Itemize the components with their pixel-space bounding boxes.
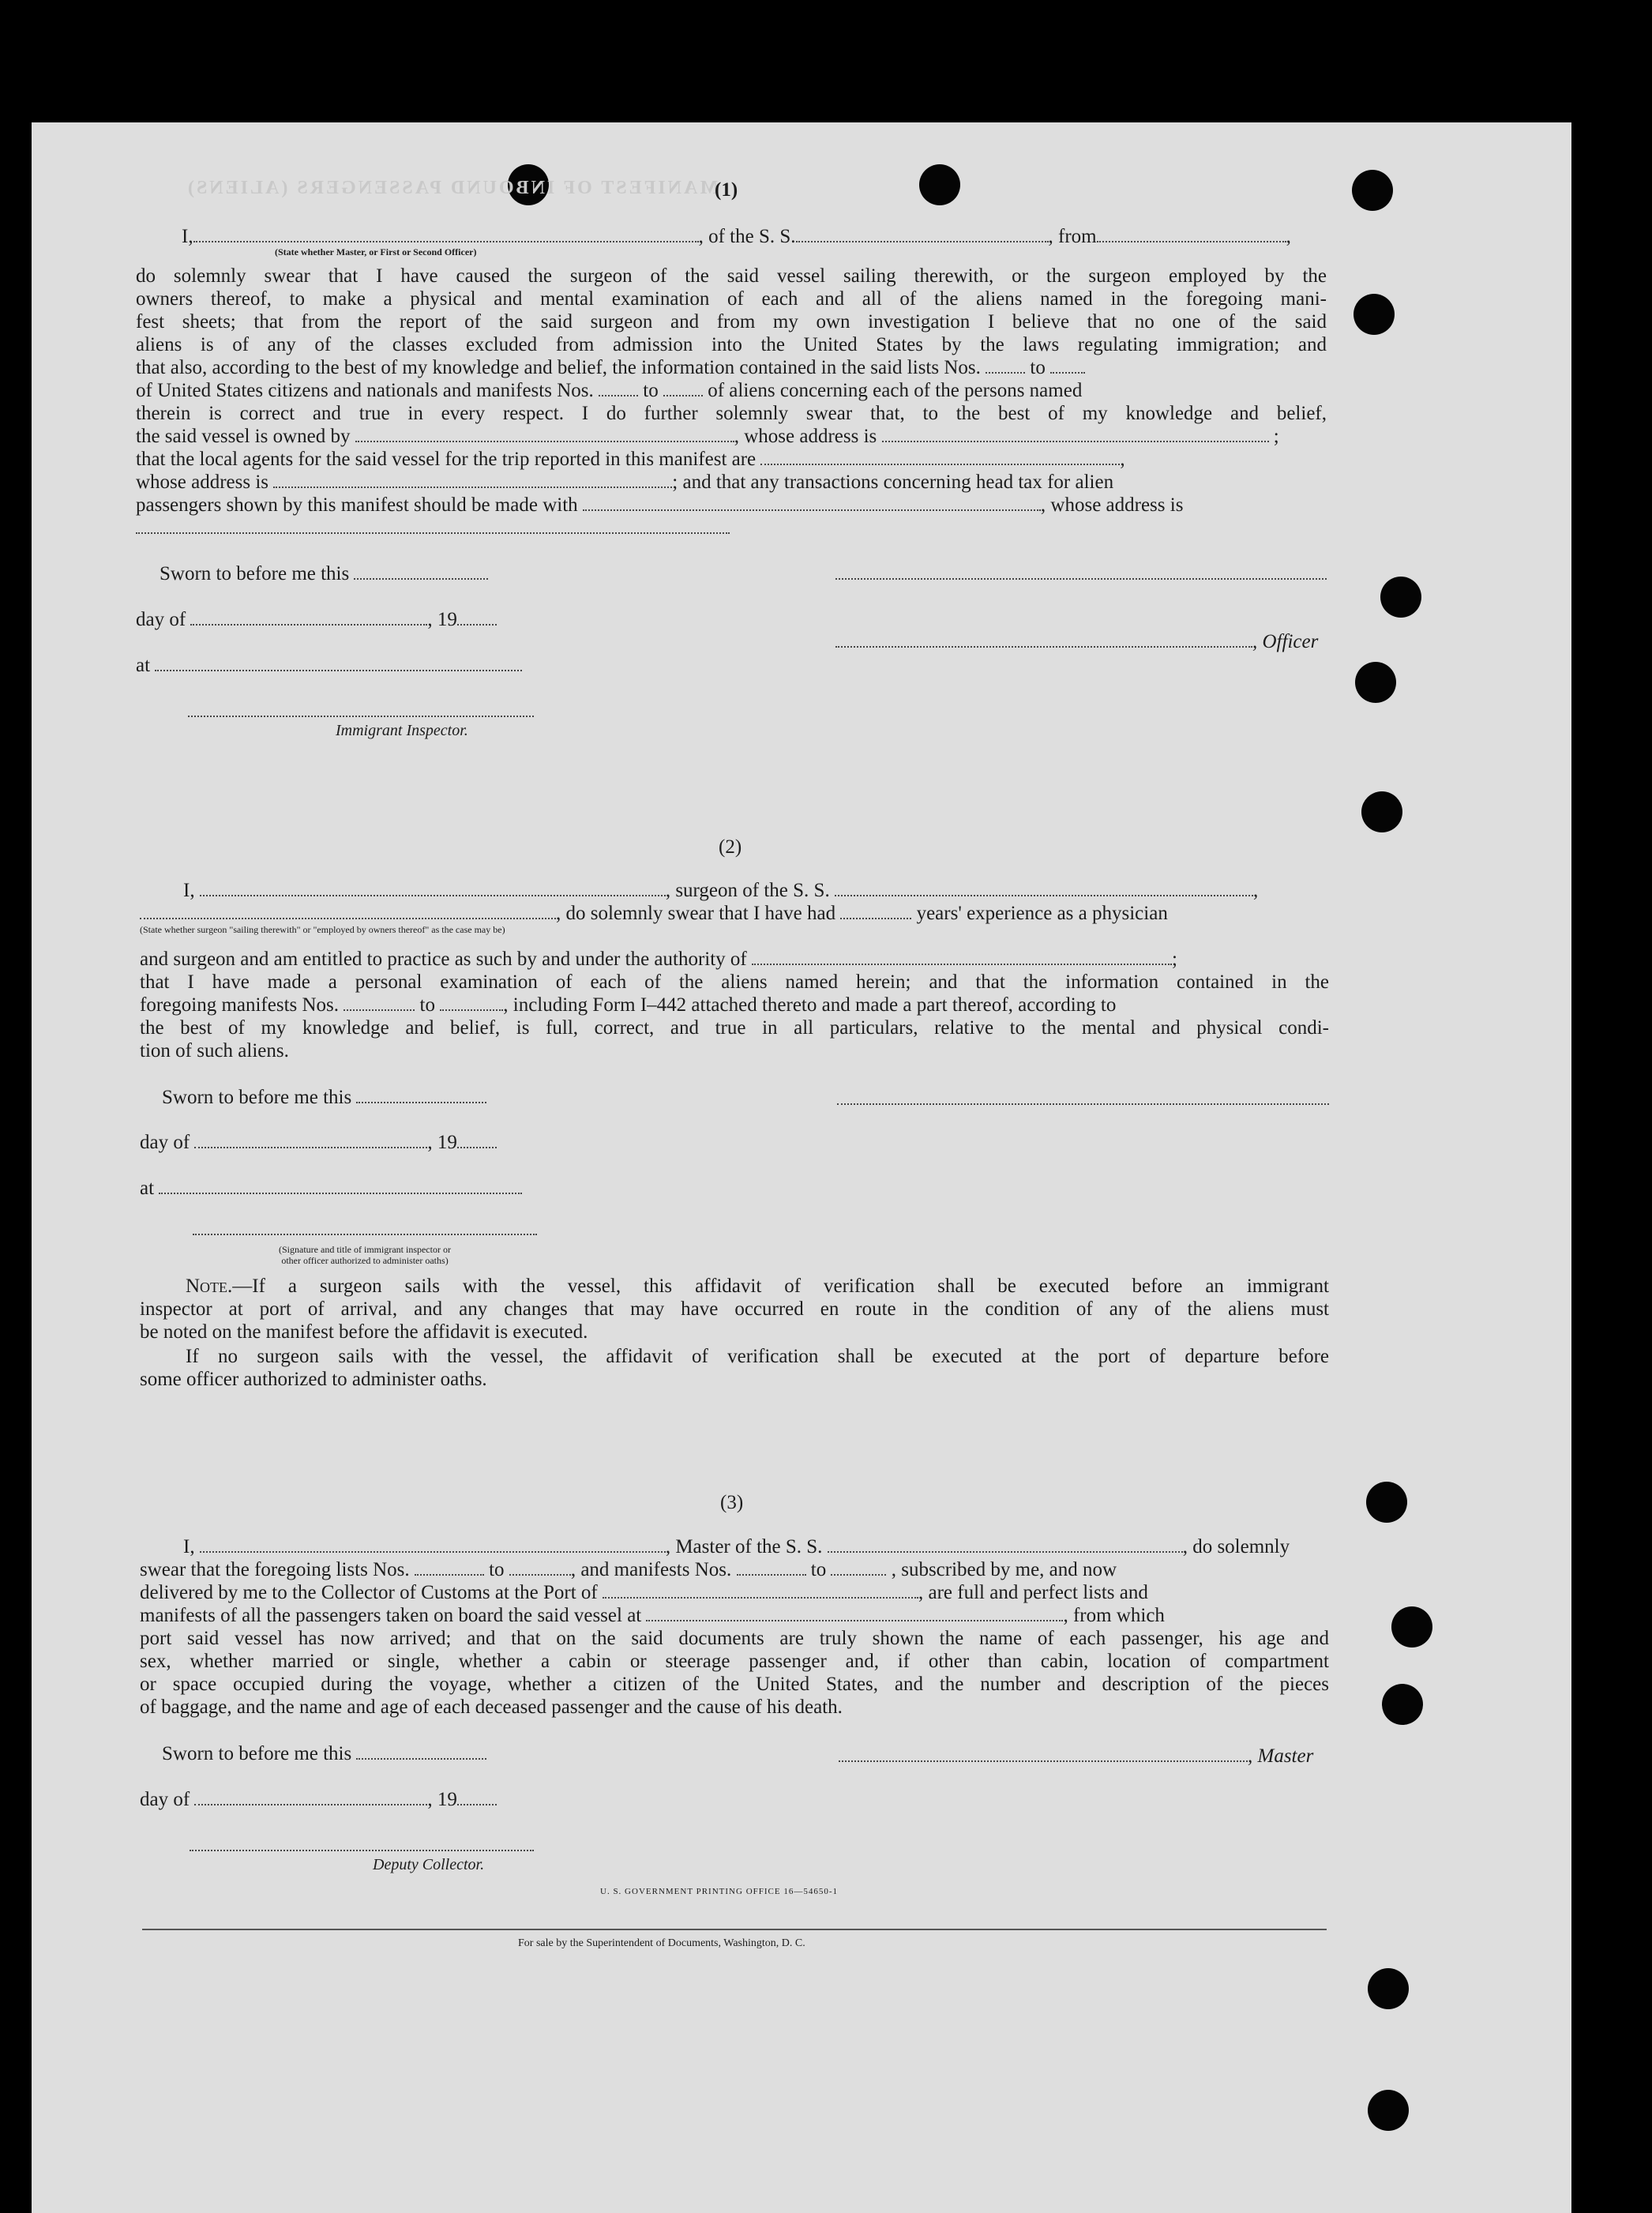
s2-note-line: Note.—If a surgeon sails with the vessel, this affidavit of verification shall be executed before an immigrant xyxy=(186,1276,1329,1297)
s1-text-line: the said vessel is owned by , whose address is ; xyxy=(136,426,1279,447)
s2-at: at xyxy=(140,1177,522,1200)
s3-text-line: swear that the foregoing lists Nos. to , and manifests Nos. to , subscribed by me, and now xyxy=(140,1559,1117,1580)
s3-master-line: , Master xyxy=(839,1745,1313,1768)
s1-signature-line xyxy=(835,578,1327,580)
s3-text-line: of baggage, and the name and age of each deceased passenger and the cause of his death. xyxy=(140,1696,843,1718)
s2-text-line: that I have made a personal examination of each of the aliens named herein; and that the information contained in the xyxy=(140,971,1329,993)
s1-text-line: aliens is of any of the classes excluded from admission into the United States by the laws regulating immigration; and xyxy=(136,334,1327,355)
s1-text-line: whose address is ; and that any transactions concerning head tax for alien xyxy=(136,472,1114,493)
s1-text-line: therein is correct and true in every respect. I do further solemnly swear that, to the best of my knowledge and belief, xyxy=(136,403,1327,424)
s2-note-line: If no surgeon sails with the vessel, the affidavit of verification shall be executed at the port of departure before xyxy=(186,1346,1329,1367)
s1-text-line: fest sheets; that from the report of the said surgeon and from my own investigation I believe that no one of the said xyxy=(136,311,1327,333)
punch-hole xyxy=(1391,1606,1432,1648)
s3-deputy-label: Deputy Collector. xyxy=(373,1856,485,1873)
section-2-heading: (2) xyxy=(719,836,742,858)
footer-sale-note: For sale by the Superintendent of Documents, Washington, D. C. xyxy=(518,1937,805,1949)
bleed-through-title: MANIFEST OF INBOUND PASSENGERS (ALIENS) xyxy=(186,178,718,198)
s2-signature-note: (Signature and title of immigrant inspector or other officer authorized to administer oaths) xyxy=(279,1244,451,1266)
s1-officer-note: (State whether Master, or First or Second Officer) xyxy=(275,246,477,257)
punch-hole xyxy=(1368,2090,1409,2131)
punch-hole xyxy=(1380,577,1421,618)
s1-inspector-label: Immigrant Inspector. xyxy=(336,722,468,739)
s2-text-line: foregoing manifests Nos. to , including Form I–442 attached thereto and made a part thereof, according to xyxy=(140,994,1117,1016)
s1-officer-line: , Officer xyxy=(835,630,1318,654)
s1-line-officer: I, , of the S. S. , from , xyxy=(182,226,1291,247)
s3-sworn: Sworn to before me this xyxy=(162,1742,486,1766)
s2-surgeon-note: (State whether surgeon "sailing therewith" or "employed by owners thereof" as the case may be) xyxy=(140,924,505,935)
s2-inspector-line xyxy=(193,1234,537,1235)
s2-line-surgeon: I, , surgeon of the S. S. , xyxy=(183,880,1259,901)
s1-inspector-line xyxy=(188,716,534,717)
s2-signature-line xyxy=(837,1103,1329,1105)
s3-text-line: sex, whether married or single, whether a cabin or steerage passenger and, if other than cabin, location of compartment xyxy=(140,1651,1329,1672)
s2-note-line: be noted on the manifest before the affidavit is executed. xyxy=(140,1321,588,1343)
s1-text-line: passengers shown by this manifest should be made with , whose address is xyxy=(136,494,1184,516)
s1-day-of: day of , 19 xyxy=(136,608,497,632)
s3-collector-line xyxy=(190,1850,534,1851)
s1-at: at xyxy=(136,654,522,678)
s2-note-line: inspector at port of arrival, and any changes that may have occurred en route in the condition of any of the aliens must xyxy=(140,1298,1329,1320)
punch-hole xyxy=(1361,791,1402,832)
punch-hole xyxy=(919,164,960,205)
s2-text-line: and surgeon and am entitled to practice as such by and under the authority of ; xyxy=(140,949,1177,970)
s1-text-line: that the local agents for the said vessel for the trip reported in this manifest are , xyxy=(136,449,1125,470)
section-3-heading: (3) xyxy=(720,1492,744,1513)
s3-text-line: or space occupied during the voyage, whether a citizen of the United States, and the number and description of the pieces xyxy=(140,1674,1329,1695)
s2-line-experience: , do solemnly swear that I have had years' experience as a physician xyxy=(140,902,1168,926)
footer-rule xyxy=(142,1929,1327,1930)
punch-hole xyxy=(1366,1482,1407,1523)
s2-sworn: Sworn to before me this xyxy=(162,1086,486,1110)
s1-sworn: Sworn to before me this xyxy=(160,562,488,586)
section-1-heading: (1) xyxy=(715,179,738,201)
s1-address-line xyxy=(136,532,730,534)
punch-hole xyxy=(1352,170,1393,211)
s2-text-line: the best of my knowledge and belief, is full, correct, and true in all particulars, relative to the mental and physical condi- xyxy=(140,1017,1329,1039)
s2-note-line: some officer authorized to administer oaths. xyxy=(140,1369,487,1390)
s3-day-of: day of , 19 xyxy=(140,1788,497,1812)
s3-text-line: delivered by me to the Collector of Customs at the Port of , are full and perfect lists and xyxy=(140,1582,1148,1603)
s1-text-line: that also, according to the best of my knowledge and belief, the information contained in the said lists Nos. to xyxy=(136,356,1085,380)
s3-line-master: I, , Master of the S. S. , do solemnly xyxy=(183,1536,1290,1557)
s3-text-line: port said vessel has now arrived; and that on the said documents are truly shown the name of each passenger, his age and xyxy=(140,1628,1329,1649)
s1-text-line: owners thereof, to make a physical and mental examination of each and all of the aliens named in the foregoing mani- xyxy=(136,288,1327,310)
punch-hole xyxy=(1382,1684,1423,1725)
s1-text-line: do solemnly swear that I have caused the surgeon of the said vessel sailing therewith, or the surgeon employed by the xyxy=(136,265,1327,287)
footer-printing-office: U. S. GOVERNMENT PRINTING OFFICE 16—54650-1 xyxy=(600,1887,839,1896)
punch-hole xyxy=(1368,1968,1409,2009)
s2-text-line: tion of such aliens. xyxy=(140,1040,289,1061)
punch-hole xyxy=(1354,294,1395,335)
punch-hole xyxy=(1355,662,1396,703)
s3-text-line: manifests of all the passengers taken on board the said vessel at , from which xyxy=(140,1605,1165,1626)
s1-text-line: of United States citizens and nationals and manifests Nos. to of aliens concerning each of the persons named xyxy=(136,380,1083,401)
s2-day-of: day of , 19 xyxy=(140,1131,497,1155)
